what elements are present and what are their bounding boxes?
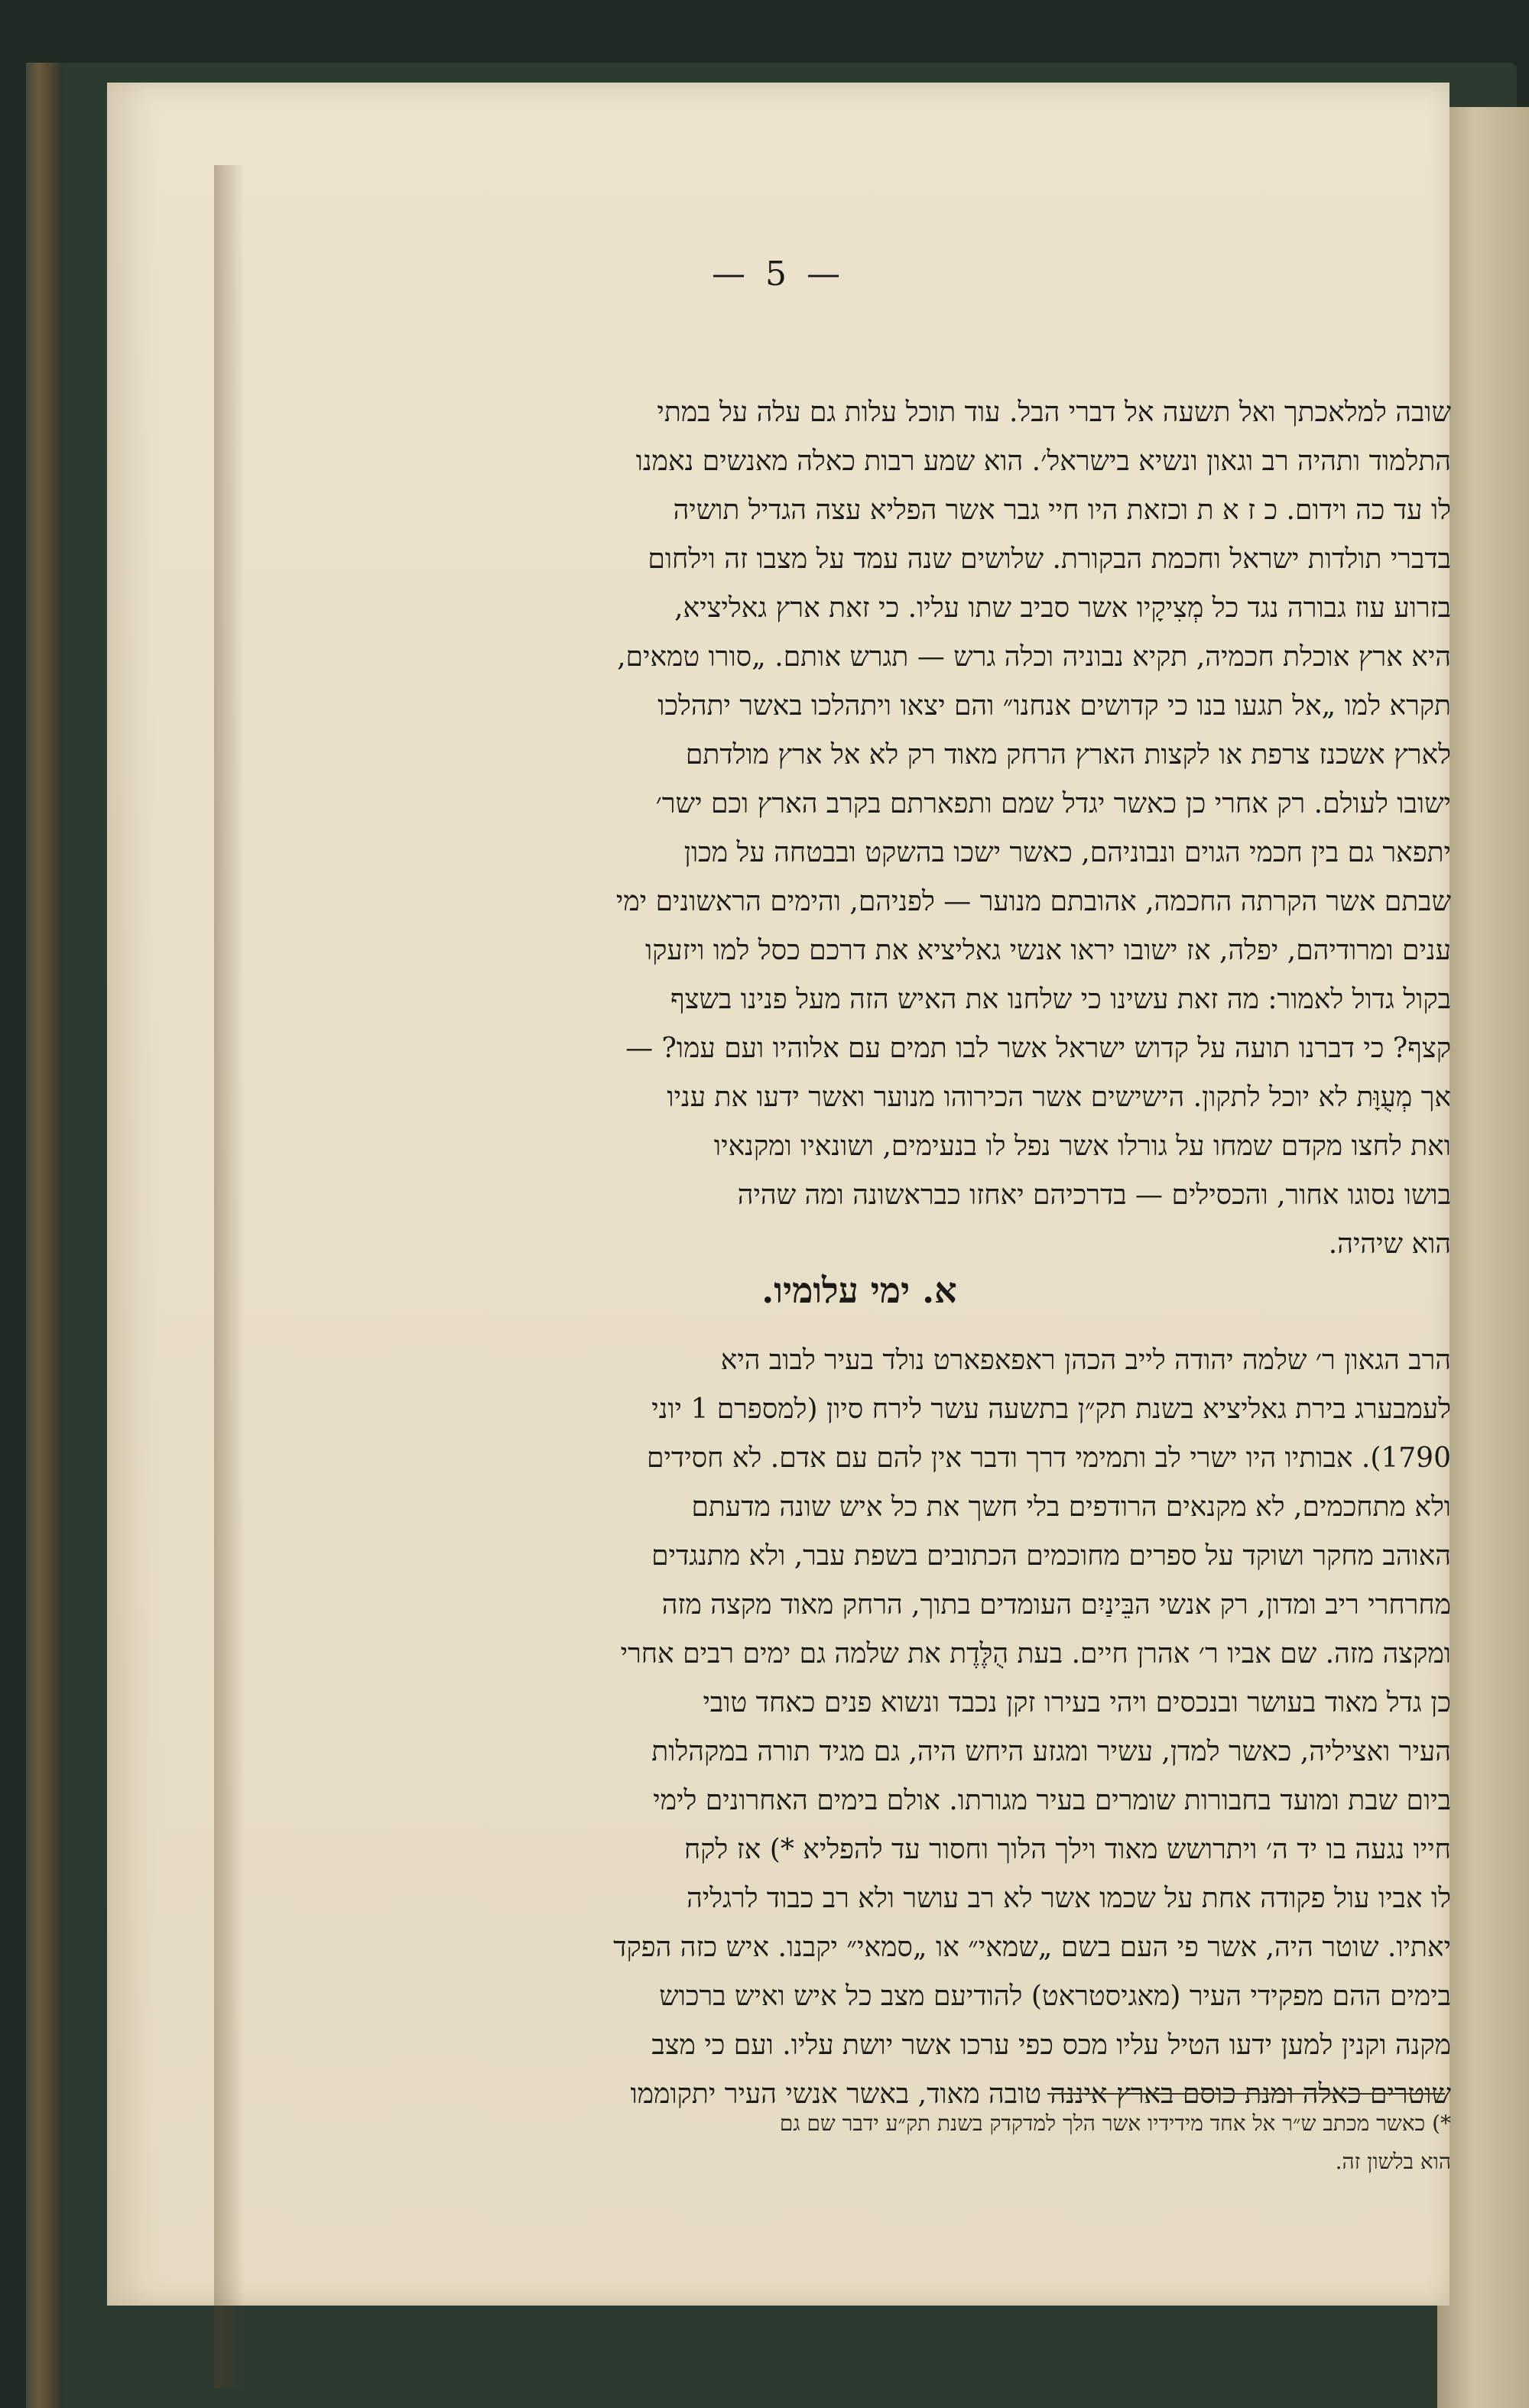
text-line: יאתיו. שוטר היה, אשר פי העם בשם „שמאי״ או „סמאי״ יקבנו. איש כזה הפקד (613, 1932, 1451, 1963)
text-line: בימים ההם מפקידי העיר (מאגיסטראט) להודיעם מצב כל איש ואיש ברכוש (659, 1981, 1451, 2012)
text-line: מקנה וקנין למען ידעו הטיל עליו מכס כפי ערכו אשר יושת עליו. ועם כי מצב (651, 2030, 1451, 2061)
text-line: הרב הגאון ר׳ שלמה יהודה לייב הכהן ראפאפארט נולד בעיר לבוב היא (720, 1345, 1451, 1376)
footnote-rule (1047, 2093, 1445, 2095)
text-line: חייו נגעה בו יד ה׳ ויתרושש מאוד וילך הלוך וחסור עד להפליא *) אז לקח (683, 1834, 1451, 1865)
text-line: ומקצה מזה. שם אביו ר׳ אהרן חיים. בעת הֻלֶּדֶת את שלמה גם ימים רבים אחרי (620, 1638, 1451, 1670)
text-line: בקול גדול לאמור: מה זאת עשינו כי שלחנו את האיש הזה מעל פנינו בשצף (670, 984, 1451, 1015)
text-line: בזרוע עוז גבורה נגד כל מְצִיקָיו אשר סביב שתו עליו. כי זאת ארץ גאליציא, (674, 592, 1451, 624)
text-line: שבתם אשר הקרתה החכמה, אהובתם מנוער — לפניהם, והימים הראשונים ימי (615, 886, 1451, 917)
page-stack-edge (1437, 107, 1529, 2408)
text-line: היא ארץ אוכלת חכמיה, תקיא נבוניה וכלה גרש — תגרש אותם. „סורו טמאים, (617, 641, 1451, 673)
text-line: ואת לחצו מקדם שמחו על גורלו אשר נפל לו בנעימים, ושונאיו ומקנאיו (713, 1131, 1451, 1162)
text-line: שוטרים כאלה ומנת כוסם בארץ איננה טובה מאוד, באשר אנשי העיר יתקוממו (630, 2079, 1451, 2110)
page-gutter-shadow (214, 165, 245, 2388)
text-line: מחרחרי ריב ומדון, רק אנשי הבֵּינַיִם העומדים בתוך, הרחק מאוד מקצה מזה (661, 1589, 1451, 1621)
footnote-line: הוא בלשון זה. (1335, 2149, 1451, 2174)
text-line: לו אביו עול פקודה אחת על שכמו אשר לא רב עושר ולא רב כבוד לרגליה (687, 1883, 1451, 1914)
text-line: לעמבערג בירת גאליציא בשנת תק״ן בתשעה עשר לירח סיון (למספרם 1 יוני (651, 1394, 1451, 1425)
text-line: 1790). אבותיו היו ישרי לב ותמימי דרך ודבר אין להם עם אדם. לא חסידים (647, 1443, 1451, 1474)
intro-paragraph (268, 388, 1451, 1269)
book-page (107, 83, 1449, 2306)
text-line: ביום שבת ומועד בחבורות שומרים בעיר מגורתו. אולם בימים האחרונים לימי (653, 1785, 1451, 1816)
text-line: בושו נסוגו אחור, והכסילים — בדרכיהם יאחזו כבראשונה ומה שהיה (737, 1180, 1451, 1211)
text-line: ענים ומרודיהם, יפלה, אז ישובו יראו אנשי גאליציא את דרכם כסל למו ויזעקו (644, 935, 1451, 966)
text-line: כן גדל מאוד בעושר ובנכסים ויהי בעירו זקן נכבד ונשוא פנים כאחד טובי (703, 1687, 1451, 1718)
text-line: שובה למלאכתך ואל תשעה אל דברי הבל. עוד תוכל עלות גם עלה על במתי (657, 397, 1451, 428)
section-heading: א. ימי עלומיו. (761, 1270, 957, 1311)
text-line: ולא מתחכמים, לא מקנאים הרודפים בלי חשך את כל איש שונה מדעתם (691, 1491, 1451, 1523)
text-line: אך מְעֻוָּת לא יוכל לתקון. הישישים אשר הכירוהו מנוער ואשר ידעו את עניו (667, 1082, 1451, 1113)
footnote-line: *) כאשר מכתב ש״ר אל אחד מידידיו אשר הלך למדקדק בשנת תק״ע ידבר שם גם (779, 2111, 1451, 2136)
text-line: יתפאר גם בין חכמי הגוים ונבוניהם, כאשר ישכו בהשקט ובבטחה על מכון (683, 837, 1451, 868)
text-line: לו עד כה וידום. כ ז א ת וכזאת היו חיי גבר אשר הפליא עצה הגדיל תושיה (673, 495, 1451, 526)
text-line: בדברי תולדות ישראל וחכמת הבקורת. שלושים שנה עמד על מצבו זה וילחום (648, 544, 1451, 575)
text-line: קצף? כי דברנו תועה על קדוש ישראל אשר לבו תמים עם אלוהיו ועם עמו? — (625, 1033, 1451, 1064)
text-line: התלמוד ותהיה רב וגאון ונשיא בישראל׳. הוא שמע רבות כאלה מאנשים נאמנו (635, 446, 1451, 477)
text-line: תקרא למו „אל תגעו בנו כי קדושים אנחנו״ והם יצאו ויתהלכו באשר יתהלכו (657, 690, 1451, 722)
text-line: העיר ואציליה, כאשר למדן, עשיר ומגזע היחש היה, גם מגיד תורה במקהלות (651, 1736, 1451, 1767)
book-spine (26, 63, 63, 2408)
text-line: לארץ אשכנז צרפת או לקצות הארץ הרחק מאוד רק לא אל ארץ מולדתם (685, 739, 1451, 771)
text-line: האוהב מחקר ושוקד על ספרים מחוכמים הכתובים בשפת עבר, ולא מתנגדים (651, 1540, 1451, 1572)
text-line: ישובו לעולם. רק אחרי כן כאשר יגדל שמם ותפארתם בקרב הארץ וכם ישר׳ (655, 788, 1451, 819)
footnote (268, 2105, 1451, 2181)
text-line: הוא שיהיה. (1328, 1228, 1451, 1260)
page-number: — 5 — (712, 255, 845, 294)
body-paragraph (268, 1336, 1451, 2119)
